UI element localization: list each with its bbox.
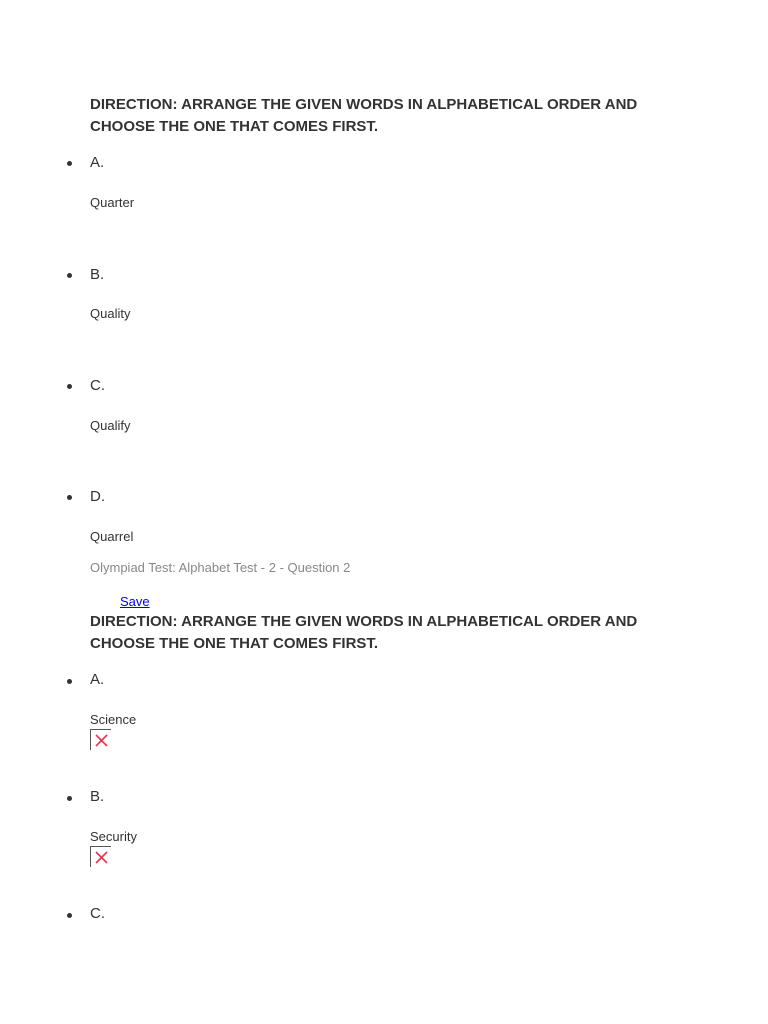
option-text-d: Quarrel bbox=[90, 529, 134, 544]
option-text-b: Quality bbox=[90, 306, 131, 321]
option-letter-a: A. bbox=[90, 671, 105, 688]
close-icon bbox=[95, 734, 108, 747]
close-icon bbox=[95, 851, 108, 864]
option-letter-b: B. bbox=[90, 788, 105, 805]
bullet bbox=[67, 495, 72, 500]
option-text-c: Qualify bbox=[90, 418, 131, 433]
broken-image-icon bbox=[90, 846, 111, 867]
option-text-a: Quarter bbox=[90, 195, 135, 210]
bullet bbox=[67, 384, 72, 389]
option-letter-c: C. bbox=[90, 905, 105, 922]
option-letter-b: B. bbox=[90, 266, 105, 283]
bullet bbox=[67, 679, 72, 684]
bullet bbox=[67, 273, 72, 278]
question-meta: Olympiad Test: Alphabet Test - 2 - Question 2 bbox=[90, 560, 351, 575]
option-letter-d: D. bbox=[90, 488, 105, 505]
bullet bbox=[67, 913, 72, 918]
option-letter-a: A. bbox=[90, 154, 105, 171]
option-text-a: Science bbox=[90, 712, 137, 727]
save-link[interactable]: Save bbox=[120, 594, 150, 609]
bullet bbox=[67, 161, 72, 166]
broken-image-icon bbox=[90, 729, 111, 750]
question-direction: DIRECTION: ARRANGE THE GIVEN WORDS IN ALPHABETICAL ORDER AND CHOOSE THE ONE THAT COMES FIRST. bbox=[90, 613, 638, 652]
option-text-b: Security bbox=[90, 829, 137, 844]
option-letter-c: C. bbox=[90, 377, 105, 394]
question-direction: DIRECTION: ARRANGE THE GIVEN WORDS IN ALPHABETICAL ORDER AND CHOOSE THE ONE THAT COMES FIRST. bbox=[90, 96, 638, 135]
bullet bbox=[67, 796, 72, 801]
